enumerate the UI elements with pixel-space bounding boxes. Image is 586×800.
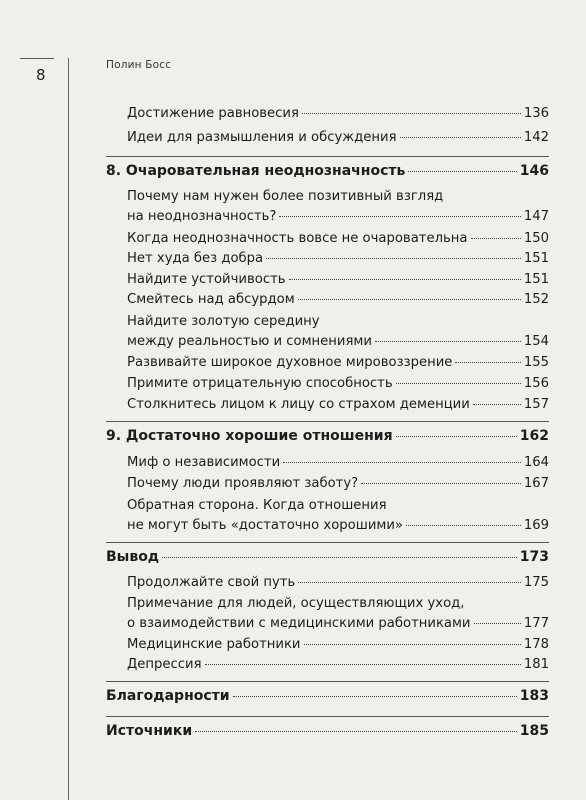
toc-entry-title: Найдите устойчивость (127, 272, 286, 287)
toc-entry (127, 292, 549, 307)
toc-leader (474, 623, 521, 624)
toc-chapter-page: 183 (519, 688, 549, 704)
toc-entry-title: Депрессия (127, 657, 202, 672)
toc-chapter (106, 723, 549, 739)
toc-leader (473, 404, 521, 405)
toc-entry-page: 151 (523, 272, 549, 287)
toc-entry-page: 147 (523, 209, 549, 224)
toc-entry-page: 152 (523, 292, 549, 307)
toc-entry (127, 637, 549, 652)
toc-entry-page: 157 (523, 397, 549, 412)
toc-entry-page: 151 (523, 251, 549, 266)
toc-entry-page: 175 (523, 575, 549, 590)
toc-chapter-title: Благодарности (106, 688, 230, 704)
toc-chapter-page: 146 (519, 163, 549, 179)
toc-leader (304, 644, 521, 645)
section-divider (106, 156, 549, 157)
toc-entry-title: Достижение равновесия (127, 106, 299, 121)
toc-entry-page: 164 (523, 455, 549, 470)
toc-entry-page: 177 (523, 616, 549, 631)
toc-leader (396, 383, 521, 384)
toc-leader (396, 436, 517, 437)
toc-entry-title: Развивайте широкое духовное мировоззрение (127, 355, 453, 370)
toc-leader (298, 582, 521, 583)
toc-entry (127, 616, 549, 631)
toc-leader (266, 258, 521, 259)
toc-chapter-page: 162 (519, 428, 549, 444)
toc-entry-page: 178 (523, 637, 549, 652)
toc-entry (127, 106, 549, 121)
toc-leader (471, 238, 521, 239)
toc-chapter-title: 9. Достаточно хорошие отношения (106, 428, 393, 444)
toc-leader (375, 341, 521, 342)
toc-leader (302, 113, 521, 114)
toc-entry-title: Медицинские работники (127, 637, 301, 652)
toc-leader (162, 557, 517, 558)
toc-entry-title: о взаимодействии с медицинскими работниками (127, 616, 471, 631)
toc-entry-page: 142 (523, 130, 549, 145)
toc-leader (205, 664, 521, 665)
toc-leader (298, 299, 521, 300)
toc-entry-title: на неоднозначность? (127, 209, 277, 224)
toc-entry-line1: Обратная сторона. Когда отношения (127, 498, 387, 513)
toc-leader (195, 731, 517, 732)
section-divider (106, 681, 549, 682)
toc-leader (455, 362, 520, 363)
toc-entry-page: 150 (523, 231, 549, 246)
running-header-author: Полин Босс (106, 59, 172, 71)
toc-entry-page: 136 (523, 106, 549, 121)
toc-entry-line1: Почему нам нужен более позитивный взгляд (127, 189, 444, 204)
toc-chapter-title: 8. Очаровательная неоднозначность (106, 163, 406, 179)
toc-chapter (106, 163, 549, 179)
toc-entry (127, 231, 549, 246)
toc-entry (127, 455, 549, 470)
toc-leader (400, 137, 521, 138)
toc-entry-page: 169 (523, 518, 549, 533)
toc-leader (279, 216, 520, 217)
toc-leader (408, 171, 516, 172)
toc-entry-title: Смейтесь над абсурдом (127, 292, 295, 307)
toc-entry-line1: Примечание для людей, осуществляющих уход, (127, 596, 465, 611)
toc-chapter (106, 549, 549, 565)
toc-entry (127, 397, 549, 412)
toc-entry-title: Миф о независимости (127, 455, 281, 470)
toc-entry-title: Идеи для размышления и обсуждения (127, 130, 397, 145)
toc-entry-page: 155 (523, 355, 549, 370)
toc-entry (127, 575, 549, 590)
toc-entry-page: 156 (523, 376, 549, 391)
toc-chapter (106, 688, 549, 704)
toc-leader (233, 696, 517, 697)
toc-entry-title: Почему люди проявляют заботу? (127, 476, 359, 491)
toc-entry (127, 272, 549, 287)
toc-leader (361, 483, 521, 484)
section-divider (106, 716, 549, 717)
toc-entry (127, 476, 549, 491)
toc-entry-line1: Найдите золотую середину (127, 314, 320, 329)
toc-entry (127, 376, 549, 391)
section-divider (106, 421, 549, 422)
toc-entry (127, 518, 549, 533)
toc-entry-page: 154 (523, 334, 549, 349)
page-number: 8 (36, 66, 46, 84)
toc-entry (127, 355, 549, 370)
toc-entry-title: между реальностью и сомнениями (127, 334, 372, 349)
toc-entry-title: Когда неоднозначность вовсе не очаровательна (127, 231, 468, 246)
toc-entry-title: Примите отрицательную способность (127, 376, 393, 391)
toc-leader (406, 525, 521, 526)
toc-chapter-title: Вывод (106, 549, 160, 565)
header-rule (20, 58, 54, 59)
toc-chapter-page: 185 (519, 723, 549, 739)
toc-entry-title: Столкнитесь лицом к лицу со страхом деменции (127, 397, 470, 412)
toc-entry-title: Продолжайте свой путь (127, 575, 296, 590)
section-divider (106, 542, 549, 543)
toc-entry-title: Нет худа без добра (127, 251, 264, 266)
toc-chapter (106, 428, 549, 444)
toc-leader (283, 462, 521, 463)
toc-entry (127, 251, 549, 266)
margin-rule (68, 58, 69, 800)
toc-entry (127, 334, 549, 349)
toc-entry (127, 130, 549, 145)
toc-entry (127, 657, 549, 672)
toc-chapter-page: 173 (519, 549, 549, 565)
toc-leader (289, 279, 521, 280)
toc-chapter-title: Источники (106, 723, 193, 739)
toc-entry-page: 167 (523, 476, 549, 491)
toc-entry-title: не могут быть «достаточно хорошими» (127, 518, 403, 533)
toc-entry (127, 209, 549, 224)
toc-entry-page: 181 (523, 657, 549, 672)
